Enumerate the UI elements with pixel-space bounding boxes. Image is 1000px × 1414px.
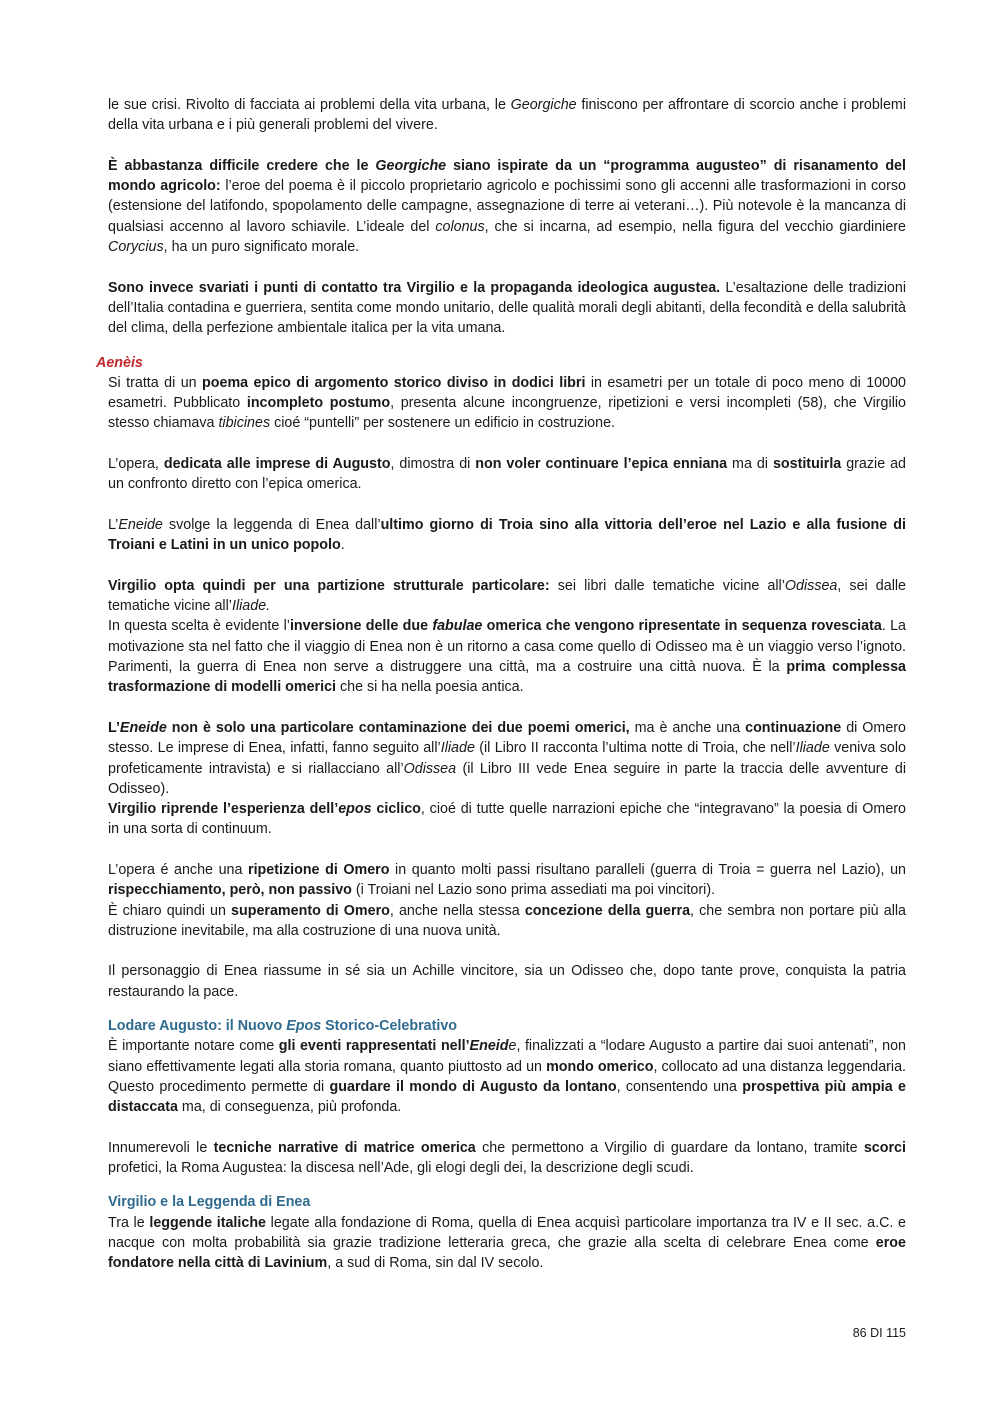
text-run: scorci xyxy=(863,1139,906,1156)
text-run: sei libri dalle tematiche vicine all’ xyxy=(549,577,785,594)
text-run: , sei dalle tematiche vicine all’ xyxy=(108,577,907,615)
text-run: svolge la leggenda di Enea dall’ xyxy=(162,516,381,533)
text-run: tibicines xyxy=(218,415,271,432)
text-run: Georgiche xyxy=(375,157,447,174)
section-heading-aeneis: Aenèis xyxy=(96,354,143,371)
text-run: ma è anche una xyxy=(629,719,746,736)
text-run: (il Libro II racconta l’ultima notte di Troia, che nell’ xyxy=(474,740,796,757)
paragraph-2 xyxy=(108,156,906,257)
paragraph-1 xyxy=(108,95,906,136)
text-run: sostituirla xyxy=(772,456,842,473)
paragraph-5 xyxy=(108,454,906,495)
paragraph-6 xyxy=(108,515,906,556)
paragraph-8 xyxy=(108,616,906,697)
text-run: L’ xyxy=(108,516,119,533)
text-run: concezione della guerra xyxy=(524,902,691,919)
text-run: prima complessa trasformazione di modelli omerici xyxy=(108,659,907,696)
text-run: , a sud di Roma, sin dal IV secolo. xyxy=(327,1255,544,1272)
text-run: ripetizione di Omero xyxy=(248,861,390,878)
text-run: omerica che vengono ripresentate in sequenza rovesciata xyxy=(482,618,882,635)
text-run: , cioé di tutte quelle narrazioni epiche che “integravano” la poesia di Omero in una sorta di continuum. xyxy=(108,801,906,838)
text-run: , consentendo una xyxy=(616,1078,743,1095)
text-run: Epos xyxy=(286,1018,322,1035)
text-run: Iliade xyxy=(795,740,830,757)
paragraph-10 xyxy=(108,799,906,840)
paragraph-14 xyxy=(108,1036,906,1117)
text-run: superamento di Omero xyxy=(231,902,390,919)
text-run: , che si incarna, ad esempio, nella figura del vecchio giardiniere xyxy=(484,218,906,235)
text-run: Odissea xyxy=(784,577,838,594)
text-run: gli eventi rappresentati nell’ xyxy=(278,1038,470,1055)
text-run: mondo omerico xyxy=(546,1058,654,1075)
text-run: , dimostra di xyxy=(390,456,476,473)
text-run: L’esaltazione delle tradizioni dell’Italia contadina e guerriera, sentita come mondo unitario, delle qualità morali degli abitanti, della fecondità e della salubrità del clima, della perfezione ambientale italica per la vita umana. xyxy=(108,279,906,337)
text-run: eroe fondatore nella città di Lavinium xyxy=(108,1235,906,1272)
text-run: l’eroe del poema è il piccolo proprietario agricolo e pochissimi sono gli accenni alle trasformazioni in corso (estensione del latifondo, spopolamento delle campagne, assegnazione di terre ai veterani…). Più notevole è la mancanza di qualsiasi accenno al lavoro schiavile. L’ideale del xyxy=(108,178,906,235)
text-run: colonus xyxy=(435,218,485,235)
text-run: . La motivazione sta nel fatto che il viaggio di Enea non è un ritorno a casa come quello di Odisseo ma è un viaggio verso l’ignoto. Parimenti, la guerra di Enea non serve a distruggere una città, ma a costruire una città nuova. È la xyxy=(108,618,906,676)
text-run: veniva solo profeticamente intravista) e si riallacciano all’ xyxy=(108,740,907,777)
text-run: leggende italiche xyxy=(149,1214,267,1231)
text-run: cioé “puntelli” per sostenere un edificio in costruzione. xyxy=(270,415,616,432)
text-run: Storico-Celebrativo xyxy=(321,1018,458,1035)
text-run: tecniche narrative di matrice omerica xyxy=(213,1139,476,1156)
text-run: Tra le xyxy=(108,1214,150,1231)
text-run: di Omero stesso. Le imprese di Enea, infatti, fanno seguito all’ xyxy=(108,719,906,757)
text-run: (il Libro III vede Enea seguire in parte la traccia delle avventure di Odisseo). xyxy=(108,760,906,797)
text-run: rispecchiamento, però, non passivo xyxy=(108,882,352,899)
text-run: È abbastanza difficile credere che le xyxy=(108,157,376,174)
paragraph-3 xyxy=(108,278,906,339)
text-run: inversione delle due xyxy=(289,618,433,635)
text-run: Sono invece svariati i punti di contatto tra Virgilio e la propaganda ideologica augustea. xyxy=(108,279,721,296)
text-run: siano ispirate da un “programma augusteo” di risanamento del mondo agricolo: xyxy=(108,157,906,195)
text-run: le sue crisi. Rivolto di facciata ai problemi della vita urbana, le xyxy=(108,97,511,113)
text-run: L’ xyxy=(108,719,120,736)
text-run: Si tratta di un xyxy=(108,374,203,391)
text-run: Odissea xyxy=(403,760,457,777)
paragraph-7 xyxy=(108,576,906,617)
text-run: Lodare Augusto: il Nuovo xyxy=(108,1018,287,1035)
text-run: fabulae xyxy=(432,618,483,635)
text-run: , collocato ad una distanza leggendaria. Questo procedimento permette di xyxy=(108,1058,906,1095)
section-heading-leggenda-enea: Virgilio e la Leggenda di Enea xyxy=(108,1194,311,1211)
paragraph-13 xyxy=(108,961,906,1002)
text-run: Iliade xyxy=(440,740,475,757)
text-run: ultimo giorno di Troia sino alla vittoria dell’eroe nel Lazio e alla fusione di Troiani e Latini in un unico popolo xyxy=(108,516,906,554)
text-run: Il personaggio di Enea riassume in sé sia un Achille vincitore, sia un Odisseo che, dopo tante prove, conquista la patria restaurando la pace. xyxy=(108,963,906,1000)
paragraph-11 xyxy=(108,860,906,901)
text-run: , finalizzati a “lodare Augusto a partire dai suoi antenati”, non siano effettivamente legati alla storia romana, quanto piuttosto ad un xyxy=(108,1038,906,1075)
text-run: Corycius xyxy=(108,239,164,256)
text-run: Eneid xyxy=(469,1038,509,1055)
text-run: , presenta alcune incongruenze, ripetizioni e versi incompleti (58), che Virgilio stesso chiamava xyxy=(108,395,906,432)
text-run: L’opera é anche una xyxy=(108,861,249,878)
text-run: Iliade. xyxy=(231,598,271,615)
text-run: ciclico xyxy=(371,801,421,818)
text-run: Virgilio riprende l’esperienza dell’ xyxy=(108,801,339,818)
text-run: in quanto molti passi risultano paralleli (guerra di Troia = guerra nel Lazio), un xyxy=(389,861,906,878)
text-run: legate alla fondazione di Roma, quella di Enea acquisì particolare importanza tra IV e II sec. a.C. e nacque con molta probabilità sia grazie tradizione letteraria greca, che grazie alla scelta di celebrare Enea come xyxy=(108,1214,906,1252)
text-run: . xyxy=(340,537,345,554)
page-body xyxy=(96,95,907,1274)
paragraph-12 xyxy=(108,901,906,942)
text-run: dedicata alle imprese di Augusto xyxy=(163,456,391,473)
text-run: ma di xyxy=(727,456,773,473)
text-run: guardare il mondo di Augusto da lontano xyxy=(329,1078,617,1095)
section-heading-lodare-augusto xyxy=(108,1016,906,1036)
text-run: , anche nella stessa xyxy=(389,902,525,919)
paragraph-9 xyxy=(108,718,906,799)
text-run: che permettono a Virgilio di guardare da lontano, tramite xyxy=(475,1139,864,1156)
text-run: È importante notare come xyxy=(108,1038,279,1055)
text-run: Eneide xyxy=(118,516,163,533)
text-run: , ha un puro significato morale. xyxy=(163,239,360,256)
text-run: che si ha nella poesia antica. xyxy=(336,679,524,696)
text-run: finiscono per affrontare di scorcio anche i problemi della vita urbana e i più generali problemi del vivere. xyxy=(108,97,906,134)
page-number: 86 DI 115 xyxy=(852,1326,906,1340)
text-run: prospettiva più ampia e distaccata xyxy=(108,1078,906,1116)
text-run: grazie ad un confronto diretto con l’epica omerica. xyxy=(108,456,907,493)
text-run: Virgilio opta quindi per una partizione strutturale particolare: xyxy=(108,577,550,594)
paragraph-15 xyxy=(108,1138,906,1179)
text-run: Georgiche xyxy=(510,97,577,113)
text-run: continuazione xyxy=(745,719,842,736)
text-run: In questa scelta è evidente l’ xyxy=(108,618,290,635)
text-run: È chiaro quindi un xyxy=(108,902,232,919)
paragraph-4 xyxy=(108,373,906,434)
text-run: incompleto postumo xyxy=(246,395,391,412)
text-run: Innumerevoli le xyxy=(108,1139,214,1156)
paragraph-16 xyxy=(108,1213,906,1274)
text-run: (i Troiani nel Lazio sono prima assediati ma poi vincitori). xyxy=(351,882,716,899)
text-run: poema epico di argomento storico diviso in dodici libri xyxy=(202,374,586,391)
text-run: profetici, la Roma Augustea: la discesa nell’Ade, gli elogi degli dei, la descrizione degli scudi. xyxy=(108,1160,694,1177)
text-run: Eneide xyxy=(119,719,167,736)
text-run: epos xyxy=(338,801,372,818)
text-run: L’opera, xyxy=(108,456,164,473)
text-run: in esametri per un totale di poco meno di 10000 esametri. Pubblicato xyxy=(108,374,906,412)
text-run: non è solo una particolare contaminazione dei due poemi omerici, xyxy=(166,719,630,736)
text-run: non voler continuare l’epica enniana xyxy=(475,456,728,473)
text-run: e xyxy=(508,1038,517,1055)
text-run: , che sembra non portare più alla distruzione inevitabile, ma alla costruzione di una nuova unità. xyxy=(108,902,906,939)
text-run: ma, di conseguenza, più profonda. xyxy=(177,1099,402,1116)
